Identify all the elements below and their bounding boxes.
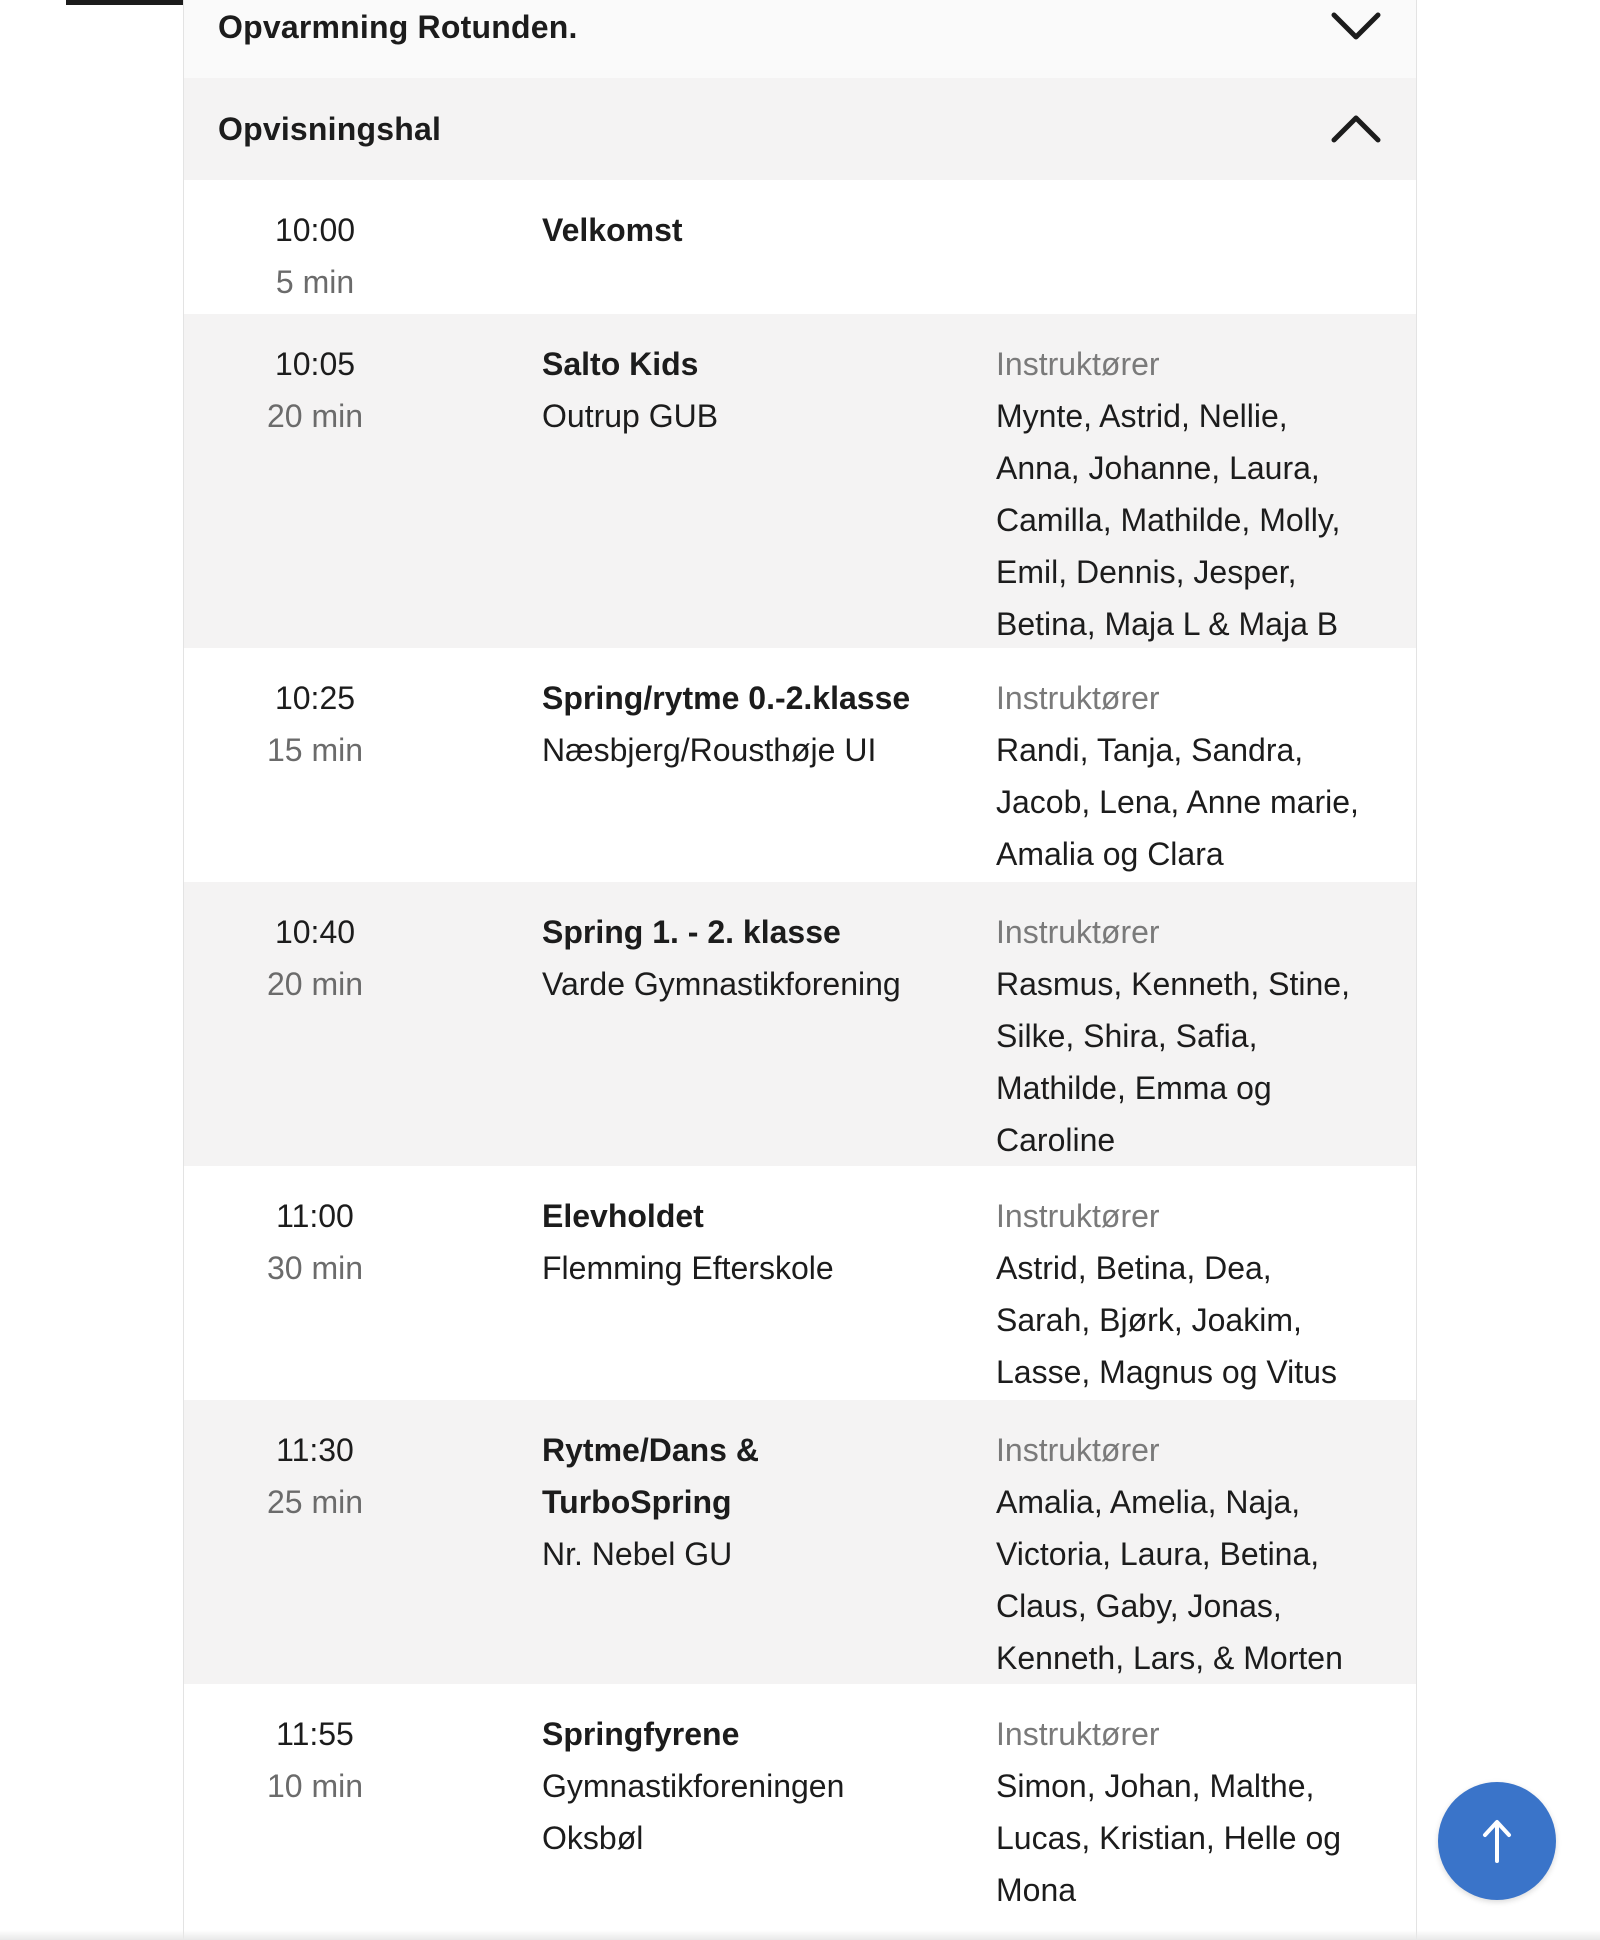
instructor-names: Mathilde, Emma og [996,1070,1272,1106]
start-time: 11:55 [276,1716,354,1752]
instructor-names: Anna, Johanne, Laura, [996,450,1320,486]
schedule-time-cell [184,204,446,308]
schedule-instructors-cell [996,1424,1396,1684]
instructor-names: Betina, Maja L & Maja B [996,606,1339,642]
chevron-up-icon [1330,114,1382,144]
start-time: 10:40 [274,914,356,950]
instructor-names: Silke, Shira, Safia, [996,1018,1258,1054]
duration: 10 min [266,1768,364,1804]
instructor-names: Astrid, Betina, Dea, [996,1250,1272,1286]
schedule-time-cell [184,1190,446,1294]
club-name: Oksbøl [542,1820,644,1856]
instructors-label: Instruktører [996,346,1160,382]
start-time: 10:05 [274,346,356,382]
schedule-event-cell [542,1708,952,1864]
duration: 5 min [275,264,355,300]
instructor-names: Victoria, Laura, Betina, [996,1536,1320,1572]
schedule-list [184,180,1416,1908]
event-title: Velkomst [542,212,683,248]
event-title: TurboSpring [542,1484,732,1520]
schedule-time-cell [184,1424,446,1528]
chevron-down-icon [1330,11,1382,41]
event-title: Salto Kids [542,346,699,382]
duration: 20 min [266,398,364,434]
schedule-time-cell [184,338,446,442]
instructor-names: Jacob, Lena, Anne marie, [996,784,1359,820]
event-title: Spring/rytme 0.-2.klasse [542,680,911,716]
instructors-label: Instruktører [996,1432,1160,1468]
event-title: Elevholdet [542,1198,704,1234]
accordion-title: Opvisningshal [218,110,442,147]
club-name: Flemming Efterskole [542,1250,834,1286]
accordion-title: Opvarmning Rotunden. [218,8,578,45]
event-title: Springfyrene [542,1716,740,1752]
instructor-names: Rasmus, Kenneth, Stine, [996,966,1350,1002]
schedule-event-cell [542,204,952,256]
schedule-event-cell [542,1424,952,1580]
schedule-event-cell [542,1190,952,1294]
schedule-instructors-cell [996,1708,1396,1916]
schedule-row [184,1400,1416,1684]
schedule-instructors-cell [996,1190,1396,1398]
accordion-header-opvisningshal[interactable] [184,78,1416,180]
duration: 30 min [266,1250,364,1286]
schedule-instructors-cell [996,338,1396,650]
bottom-edge-shadow [0,1930,1600,1940]
duration: 25 min [266,1484,364,1520]
instructor-names: Lasse, Magnus og Vitus [996,1354,1337,1390]
instructor-names: Randi, Tanja, Sandra, [996,732,1304,768]
instructors-label: Instruktører [996,914,1160,950]
scroll-to-top-button[interactable] [1438,1782,1556,1900]
duration: 20 min [266,966,364,1002]
instructor-names: Mynte, Astrid, Nellie, [996,398,1288,434]
duration: 15 min [266,732,364,768]
schedule-row [184,314,1416,648]
schedule-event-cell [542,672,952,776]
schedule-row [184,180,1416,314]
instructor-names: Sarah, Bjørk, Joakim, [996,1302,1302,1338]
instructor-names: Mona [996,1872,1077,1908]
schedule-row [184,882,1416,1166]
instructor-names: Claus, Gaby, Jonas, [996,1588,1282,1624]
instructors-label: Instruktører [996,680,1160,716]
schedule-event-cell [542,906,952,1010]
instructor-names: Lucas, Kristian, Helle og [996,1820,1342,1856]
start-time: 11:00 [276,1198,354,1234]
instructor-names: Emil, Dennis, Jesper, [996,554,1297,590]
instructor-names: Simon, Johan, Malthe, [996,1768,1315,1804]
schedule-event-cell [542,338,952,442]
club-name: Varde Gymnastikforening [542,966,901,1002]
start-time: 11:30 [276,1432,354,1468]
instructors-label: Instruktører [996,1198,1160,1234]
instructor-names: Amalia, Amelia, Naja, [996,1484,1301,1520]
schedule-row [184,1684,1416,1908]
schedule-time-cell [184,906,446,1010]
start-time: 10:00 [274,212,356,248]
instructor-names: Caroline [996,1122,1116,1158]
club-name: Næsbjerg/Rousthøje UI [542,732,877,768]
start-time: 10:25 [274,680,356,716]
schedule-time-cell [184,1708,446,1812]
schedule-time-cell [184,672,446,776]
program-accordion [183,0,1417,1940]
schedule-row [184,1166,1416,1400]
schedule-instructors-cell [996,672,1396,880]
accordion-header-opvarmning[interactable] [184,0,1416,78]
instructor-names: Camilla, Mathilde, Molly, [996,502,1341,538]
club-name: Nr. Nebel GU [542,1536,733,1572]
event-title: Rytme/Dans & [542,1432,759,1468]
event-title: Spring 1. - 2. klasse [542,914,841,950]
schedule-instructors-cell [996,906,1396,1166]
instructors-label: Instruktører [996,1716,1160,1752]
arrow-up-icon [1477,1817,1517,1865]
instructor-names: Amalia og Clara [996,836,1224,872]
club-name: Outrup GUB [542,398,719,434]
instructor-names: Kenneth, Lars, & Morten [996,1640,1343,1676]
schedule-row [184,648,1416,882]
club-name: Gymnastikforeningen [542,1768,845,1804]
